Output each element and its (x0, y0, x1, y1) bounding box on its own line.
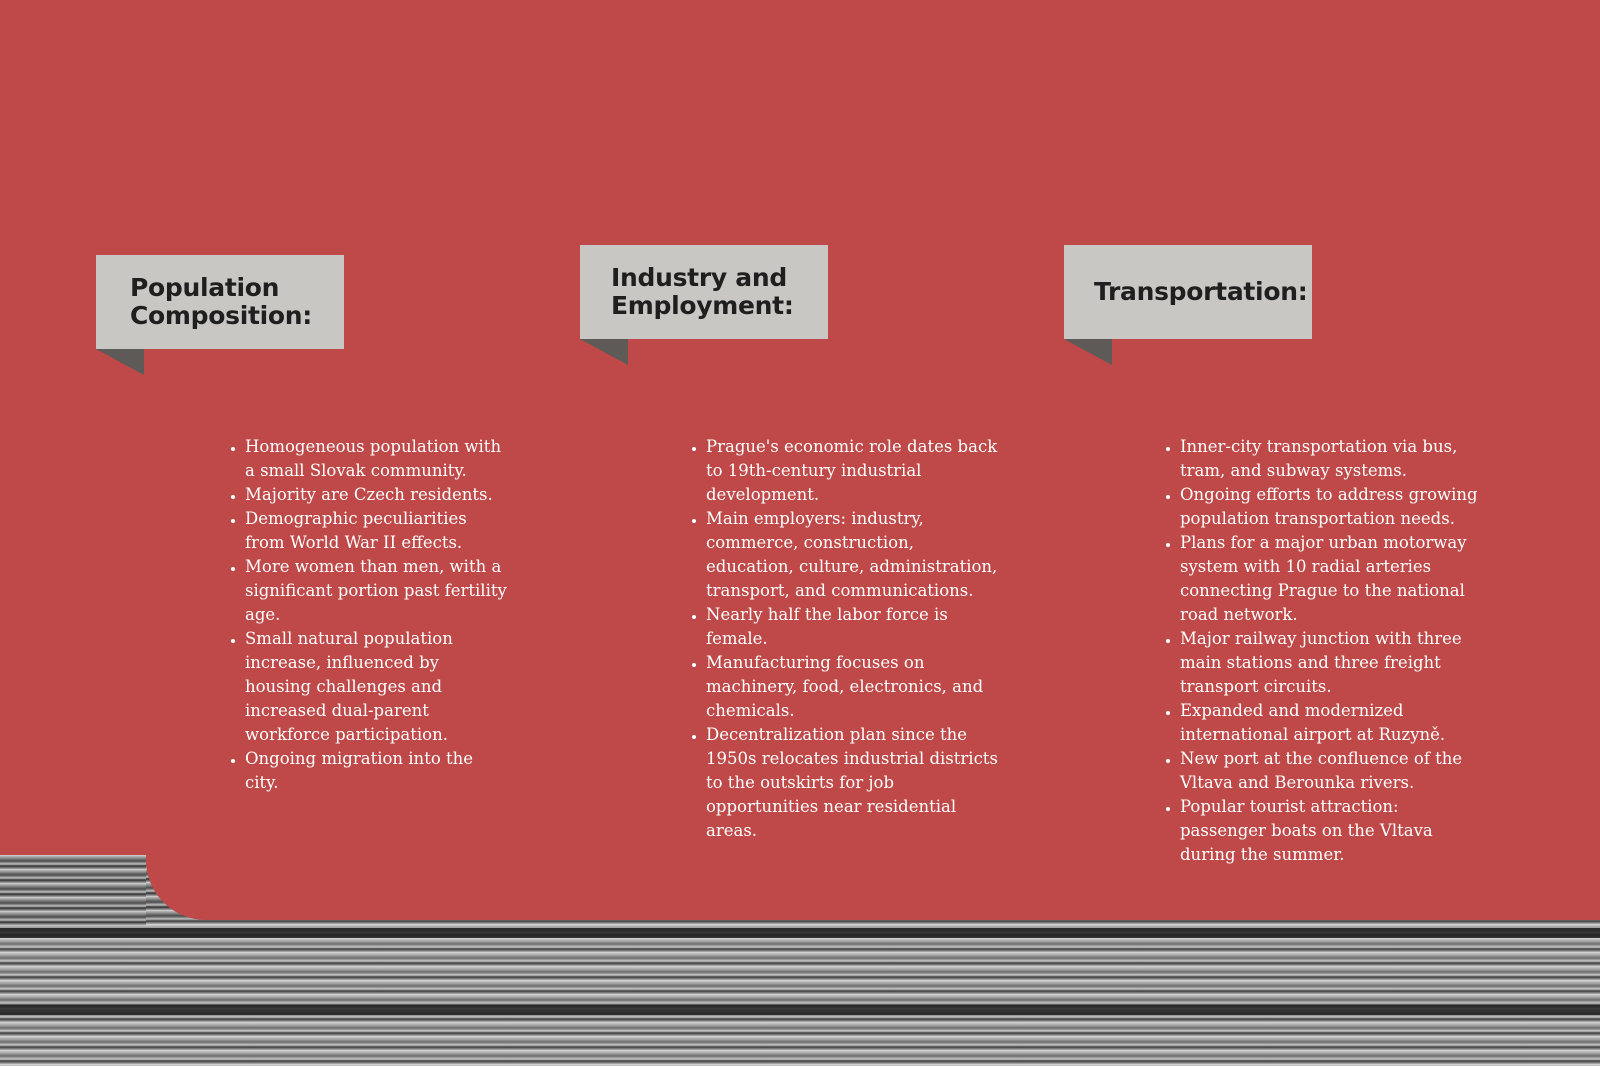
list-item: • Nearly half the labor force is female. (706, 603, 998, 651)
list-item: • Majority are Czech residents. (245, 483, 507, 507)
list-item: • New port at the confluence of the Vltava and Berounka rivers. (1180, 747, 1480, 795)
heading-text: Transportation: (1094, 277, 1308, 306)
heading-fold (96, 349, 144, 375)
list-item: • Popular tourist attraction: passenger boats on the Vltava during the summer. (1180, 795, 1480, 867)
transportation-list (1162, 435, 1480, 867)
slide-corner-round (146, 840, 206, 920)
list-item: • Decentralization plan since the 1950s relocates industrial districts to the outskirts for job opportunities near residential areas. (706, 723, 998, 843)
heading-text: Population Composition: (130, 273, 312, 330)
list-item: • Manufacturing focuses on machinery, food, electronics, and chemicals. (706, 651, 998, 723)
list-item: • Ongoing migration into the city. (245, 747, 507, 795)
heading-text: Industry and Employment: (611, 263, 794, 320)
stripe (0, 928, 1600, 938)
list-item: • Main employers: industry, commerce, construction, education, culture, administration, transport, and communications. (706, 507, 998, 603)
list-item: • More women than men, with a significant portion past fertility age. (245, 555, 507, 627)
list-item: • Ongoing efforts to address growing population transportation needs. (1180, 483, 1480, 531)
heading-fold (580, 339, 628, 365)
list-item: • Plans for a major urban motorway system with 10 radial arteries connecting Prague to the national road network. (1180, 531, 1480, 627)
list-item: • Homogeneous population with a small Slovak community. (245, 435, 507, 483)
population-composition-heading (96, 255, 344, 349)
stripe (0, 1005, 1600, 1015)
list-item: • Prague's economic role dates back to 19th-century industrial development. (706, 435, 998, 507)
heading-fold (1064, 339, 1112, 365)
list-item: • Demographic peculiarities from World War II effects. (245, 507, 507, 555)
population-composition-list (227, 435, 507, 795)
industry-employment-list (688, 435, 998, 843)
transportation-heading (1064, 245, 1312, 339)
list-item: • Small natural population increase, influenced by housing challenges and increased dual-parent workforce participation. (245, 627, 507, 747)
industry-employment-heading (580, 245, 828, 339)
list-item: • Expanded and modernized international airport at Ruzyně. (1180, 699, 1480, 747)
list-item: • Major railway junction with three main stations and three freight transport circuits. (1180, 627, 1480, 699)
list-item: • Inner-city transportation via bus, tram, and subway systems. (1180, 435, 1480, 483)
slide-corner-cut (0, 855, 146, 925)
